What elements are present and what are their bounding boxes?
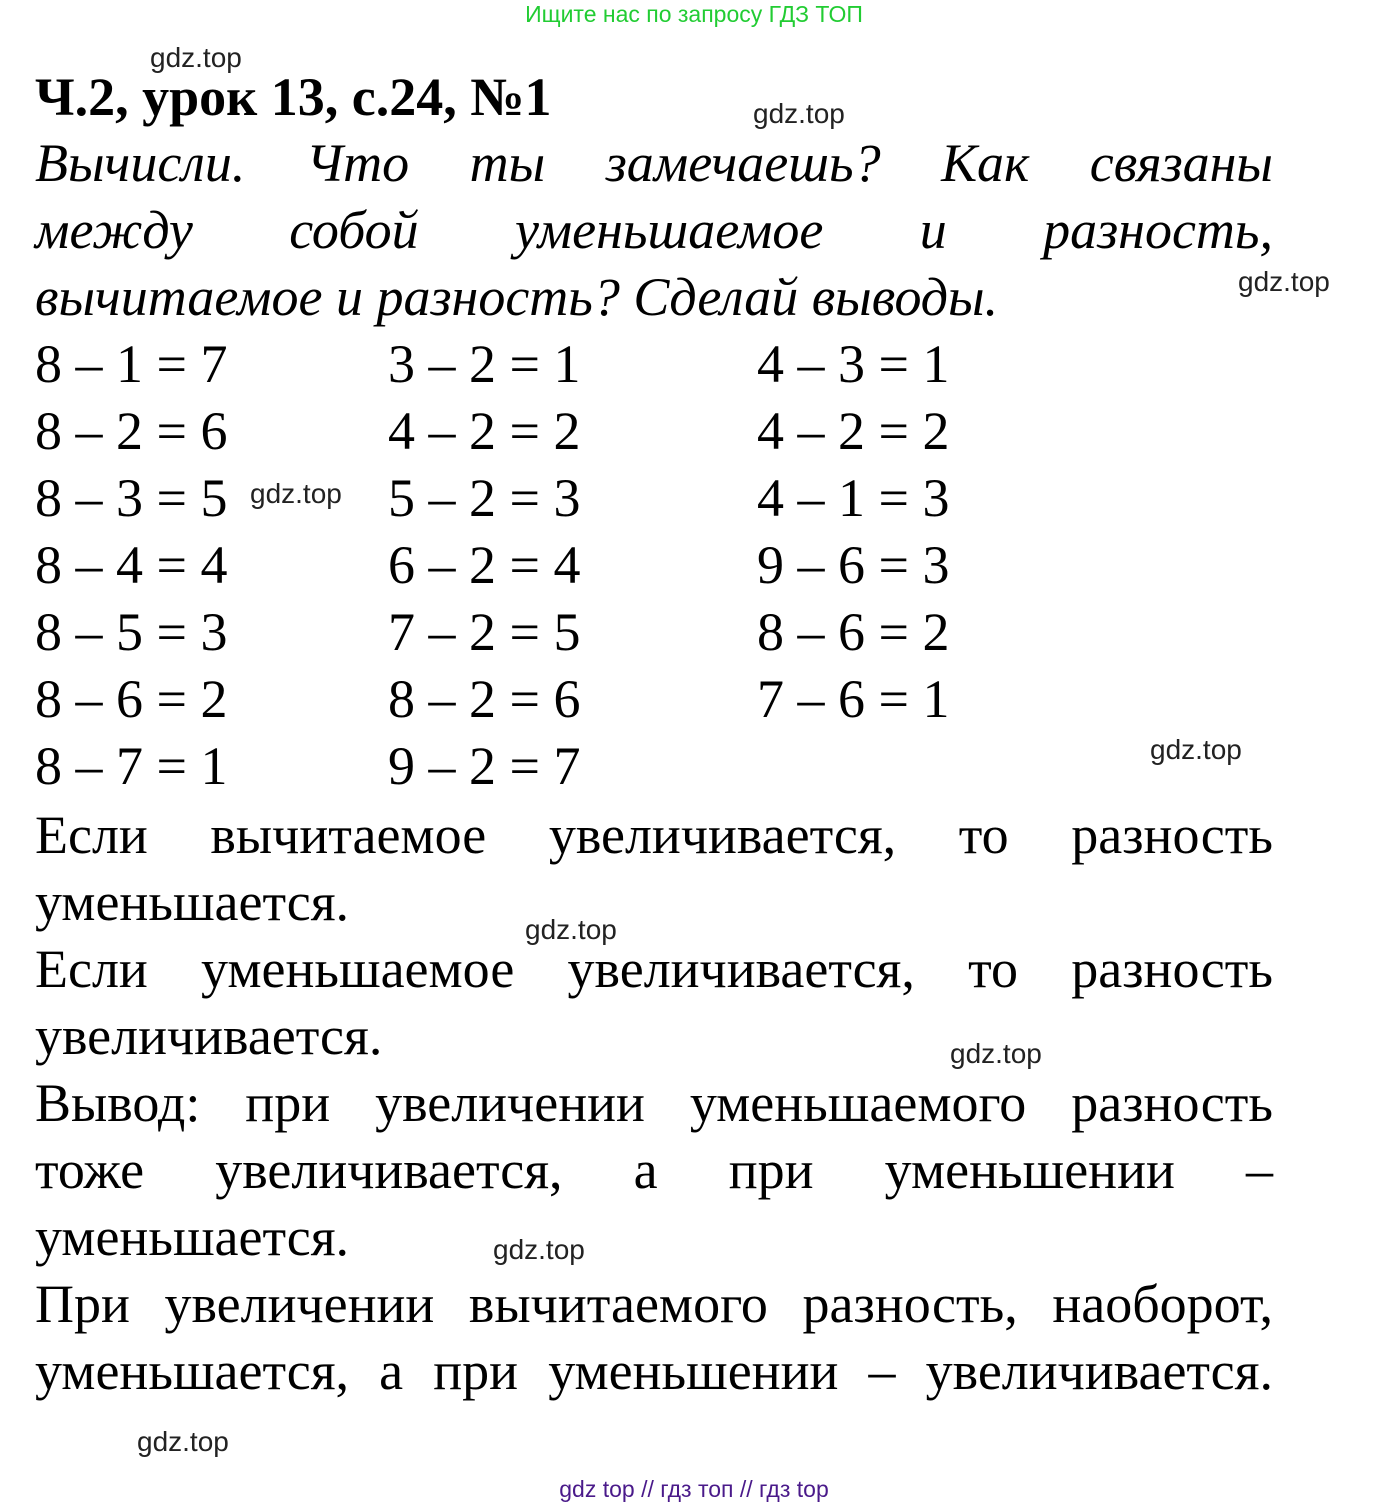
equation: 8 – 1 = 7 — [35, 334, 228, 394]
watermark: gdz.top — [150, 42, 242, 73]
equation: 7 – 2 = 5 — [388, 602, 581, 662]
conclusion-line: уменьшается. — [35, 872, 350, 932]
bottom-banner: gdz top // гдз топ // гдз top — [559, 1476, 829, 1502]
equation: 4 – 2 = 2 — [757, 401, 950, 461]
equation: 8 – 2 = 6 — [388, 669, 581, 729]
top-banner: Ищите нас по запросу ГДЗ ТОП — [525, 1, 863, 27]
equation: 8 – 6 = 2 — [757, 602, 950, 662]
equation: 9 – 6 = 3 — [757, 535, 950, 595]
equation: 3 – 2 = 1 — [388, 334, 581, 394]
equation: 4 – 1 = 3 — [757, 468, 950, 528]
equation: 4 – 2 = 2 — [388, 401, 581, 461]
watermark: gdz.top — [753, 98, 845, 129]
conclusion-line: Если уменьшаемое увеличивается, то разность — [35, 939, 1273, 999]
equation: 9 – 2 = 7 — [388, 736, 581, 796]
watermark: gdz.top — [137, 1426, 229, 1457]
equation: 6 – 2 = 4 — [388, 535, 581, 595]
equation: 8 – 3 = 5 — [35, 468, 228, 528]
watermark: gdz.top — [250, 478, 342, 509]
equation: 8 – 6 = 2 — [35, 669, 228, 729]
conclusion-line: увеличивается. — [35, 1006, 383, 1066]
conclusion-line: Если вычитаемое увеличивается, то разность — [35, 805, 1273, 865]
equation: 8 – 5 = 3 — [35, 602, 228, 662]
conclusion-line: При увеличении вычитаемого разность, наоборот, — [35, 1274, 1273, 1334]
watermark: gdz.top — [1238, 266, 1330, 297]
task-line: Вычисли. Что ты замечаешь? Как связаны — [35, 133, 1273, 193]
equation: 8 – 4 = 4 — [35, 535, 228, 595]
equation: 8 – 2 = 6 — [35, 401, 228, 461]
equation: 4 – 3 = 1 — [757, 334, 950, 394]
watermark: gdz.top — [950, 1038, 1042, 1069]
equation: 5 – 2 = 3 — [388, 468, 581, 528]
watermark: gdz.top — [493, 1234, 585, 1265]
watermark: gdz.top — [525, 914, 617, 945]
conclusion-line: тоже увеличивается, а при уменьшении – — [35, 1140, 1273, 1200]
page-title: Ч.2, урок 13, с.24, №1 — [35, 67, 552, 127]
conclusion-line: Вывод: при увеличении уменьшаемого разность — [35, 1073, 1273, 1133]
watermark: gdz.top — [1150, 734, 1242, 765]
task-line: вычитаемое и разность? Сделай выводы. — [35, 267, 999, 327]
conclusion-line: уменьшается. — [35, 1207, 350, 1267]
equation: 7 – 6 = 1 — [757, 669, 950, 729]
task-line: между собой уменьшаемое и разность, — [35, 200, 1273, 260]
conclusion-line: уменьшается, а при уменьшении – увеличивается. — [35, 1341, 1273, 1401]
equation: 8 – 7 = 1 — [35, 736, 228, 796]
